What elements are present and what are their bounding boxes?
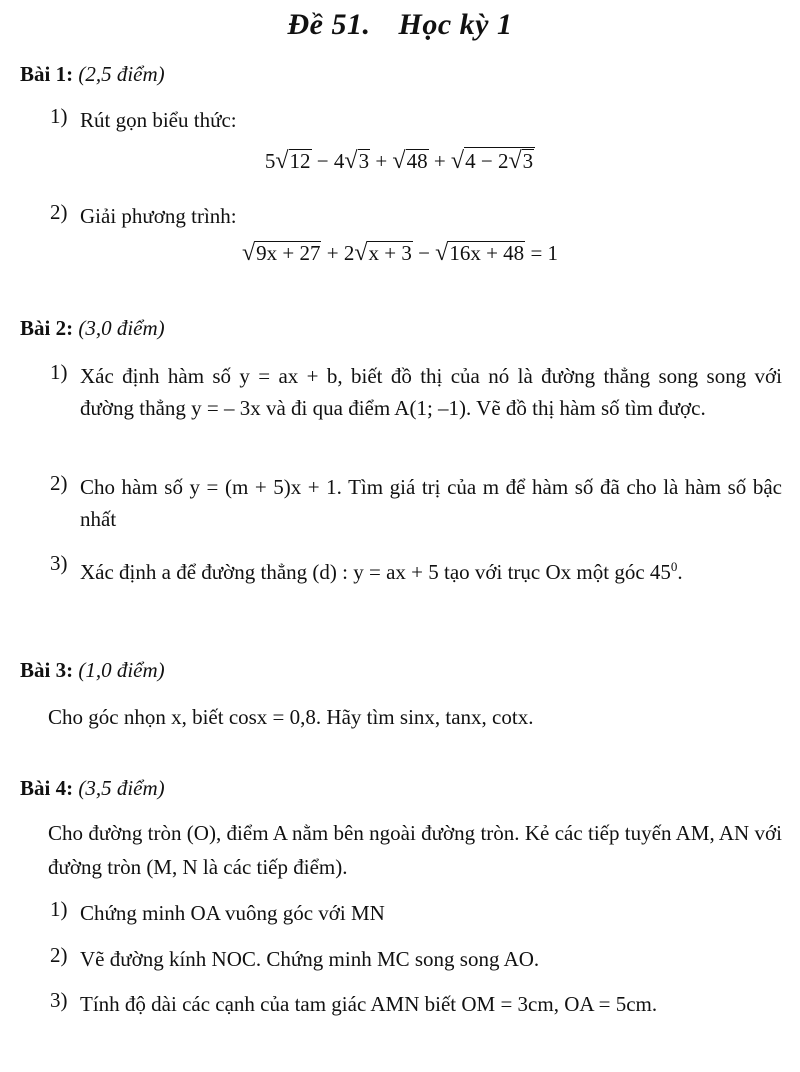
bai2-q3-num: 3) bbox=[50, 551, 68, 575]
degree-mark: 0 bbox=[670, 559, 678, 574]
bai1-formula-1 bbox=[0, 147, 800, 175]
sqrt-sign: √ bbox=[450, 148, 465, 174]
bai4-q3-num: 3) bbox=[50, 988, 68, 1012]
operator: − bbox=[480, 149, 493, 173]
bai2-q1-text: Xác định hàm số y = ax + b, biết đồ thị của nó là đường thẳng song song với đường thẳng y = – 3x và đi qua điểm A(1; –1). Vẽ đồ thị hàm số tìm được. bbox=[80, 364, 782, 420]
coef: 2 bbox=[343, 241, 355, 265]
bai4-q3-text: Tính độ dài các cạnh của tam giác AMN biết OM = 3cm, OA = 5cm. bbox=[80, 992, 658, 1016]
operator: + bbox=[433, 149, 446, 173]
bai1-q2 bbox=[50, 200, 782, 232]
coef: 4 bbox=[333, 149, 345, 173]
coef: 5 bbox=[264, 149, 276, 173]
bai2-q3 bbox=[50, 551, 782, 588]
bai1-label: Bài 1: bbox=[20, 62, 74, 86]
bai3-header bbox=[20, 658, 165, 683]
bai2-label: Bài 2: bbox=[20, 316, 74, 340]
bai1-q1 bbox=[50, 104, 782, 136]
bai2-points: (3,0 điểm) bbox=[78, 316, 165, 340]
bai3-text: Cho góc nhọn x, biết cosx = 0,8. Hãy tìm sinx, tanx, cotx. bbox=[48, 705, 534, 729]
bai1-points: (2,5 điểm) bbox=[78, 62, 165, 86]
operator: + bbox=[326, 241, 339, 265]
bai4-points: (3,5 điểm) bbox=[78, 776, 165, 800]
exam-term: Học kỳ 1 bbox=[398, 8, 513, 41]
bai4-q2-num: 2) bbox=[50, 943, 68, 967]
bai4-header bbox=[20, 776, 165, 801]
bai2-q3-body: Xác định a để đường thẳng (d) : y = ax + 5 tạo với trục Ox một góc bbox=[80, 560, 645, 584]
bai2-q2 bbox=[50, 471, 782, 535]
nested-radicand bbox=[464, 147, 535, 174]
operator: − bbox=[418, 241, 430, 265]
radicand: x + 3 bbox=[368, 241, 412, 265]
bai4-q1 bbox=[50, 897, 782, 929]
bai2-q3-text bbox=[80, 551, 782, 588]
bai1-q1-num: 1) bbox=[50, 104, 68, 128]
bai2-q2-num: 2) bbox=[50, 471, 68, 495]
radicand: 16x + 48 bbox=[449, 241, 525, 265]
radicand: 9x + 27 bbox=[256, 241, 321, 265]
bai3-points: (1,0 điểm) bbox=[78, 658, 165, 682]
bai1-q2-text: Giải phương trình: bbox=[80, 204, 237, 228]
bai4-q1-text: Chứng minh OA vuông góc với MN bbox=[80, 901, 385, 925]
bai4-q2 bbox=[50, 943, 782, 975]
bai4-q1-num: 1) bbox=[50, 897, 68, 921]
sqrt-sign: √ bbox=[275, 148, 289, 174]
bai4-label: Bài 4: bbox=[20, 776, 74, 800]
bai4-q3 bbox=[50, 988, 782, 1020]
operator: + bbox=[375, 149, 388, 173]
operator: − bbox=[316, 149, 329, 173]
bai4-q2-text: Vẽ đường kính NOC. Chứng minh MC song song AO. bbox=[80, 947, 540, 971]
bai3-label: Bài 3: bbox=[20, 658, 74, 682]
equals: = 1 bbox=[530, 241, 559, 265]
bai1-q2-num: 2) bbox=[50, 200, 68, 224]
angle-number: 45 bbox=[649, 560, 671, 584]
sqrt-sign: √ bbox=[354, 240, 368, 266]
sqrt-sign: √ bbox=[241, 240, 256, 266]
bai2-q1-num: 1) bbox=[50, 360, 68, 384]
radicand: 3 bbox=[358, 149, 370, 173]
sqrt-sign: √ bbox=[508, 148, 522, 174]
period: . bbox=[677, 560, 683, 584]
radicand: 3 bbox=[522, 149, 534, 173]
angle-value bbox=[650, 560, 683, 584]
exam-number: Đề 51. bbox=[287, 8, 371, 41]
bai1-header bbox=[20, 62, 165, 87]
page-title bbox=[0, 8, 800, 42]
sqrt-sign: √ bbox=[435, 240, 449, 266]
coef: 2 bbox=[497, 149, 509, 173]
bai1-q1-text: Rút gọn biểu thức: bbox=[80, 108, 237, 132]
bai4-intro: Cho đường tròn (O), điểm A nằm bên ngoài đường tròn. Kẻ các tiếp tuyến AM, AN với đường tròn (M, N là các tiếp điểm). bbox=[48, 821, 782, 879]
sqrt-sign: √ bbox=[344, 148, 358, 174]
radicand: 48 bbox=[406, 149, 428, 173]
bai1-formula-2 bbox=[0, 240, 800, 267]
bai2-header bbox=[20, 316, 165, 341]
radicand: 12 bbox=[289, 149, 311, 173]
term: 4 bbox=[465, 149, 476, 173]
sqrt-sign: √ bbox=[392, 148, 406, 174]
bai2-q2-text: Cho hàm số y = (m + 5)x + 1. Tìm giá trị của m để hàm số đã cho là hàm số bậc nhất bbox=[80, 475, 782, 531]
bai2-q1 bbox=[50, 360, 782, 424]
